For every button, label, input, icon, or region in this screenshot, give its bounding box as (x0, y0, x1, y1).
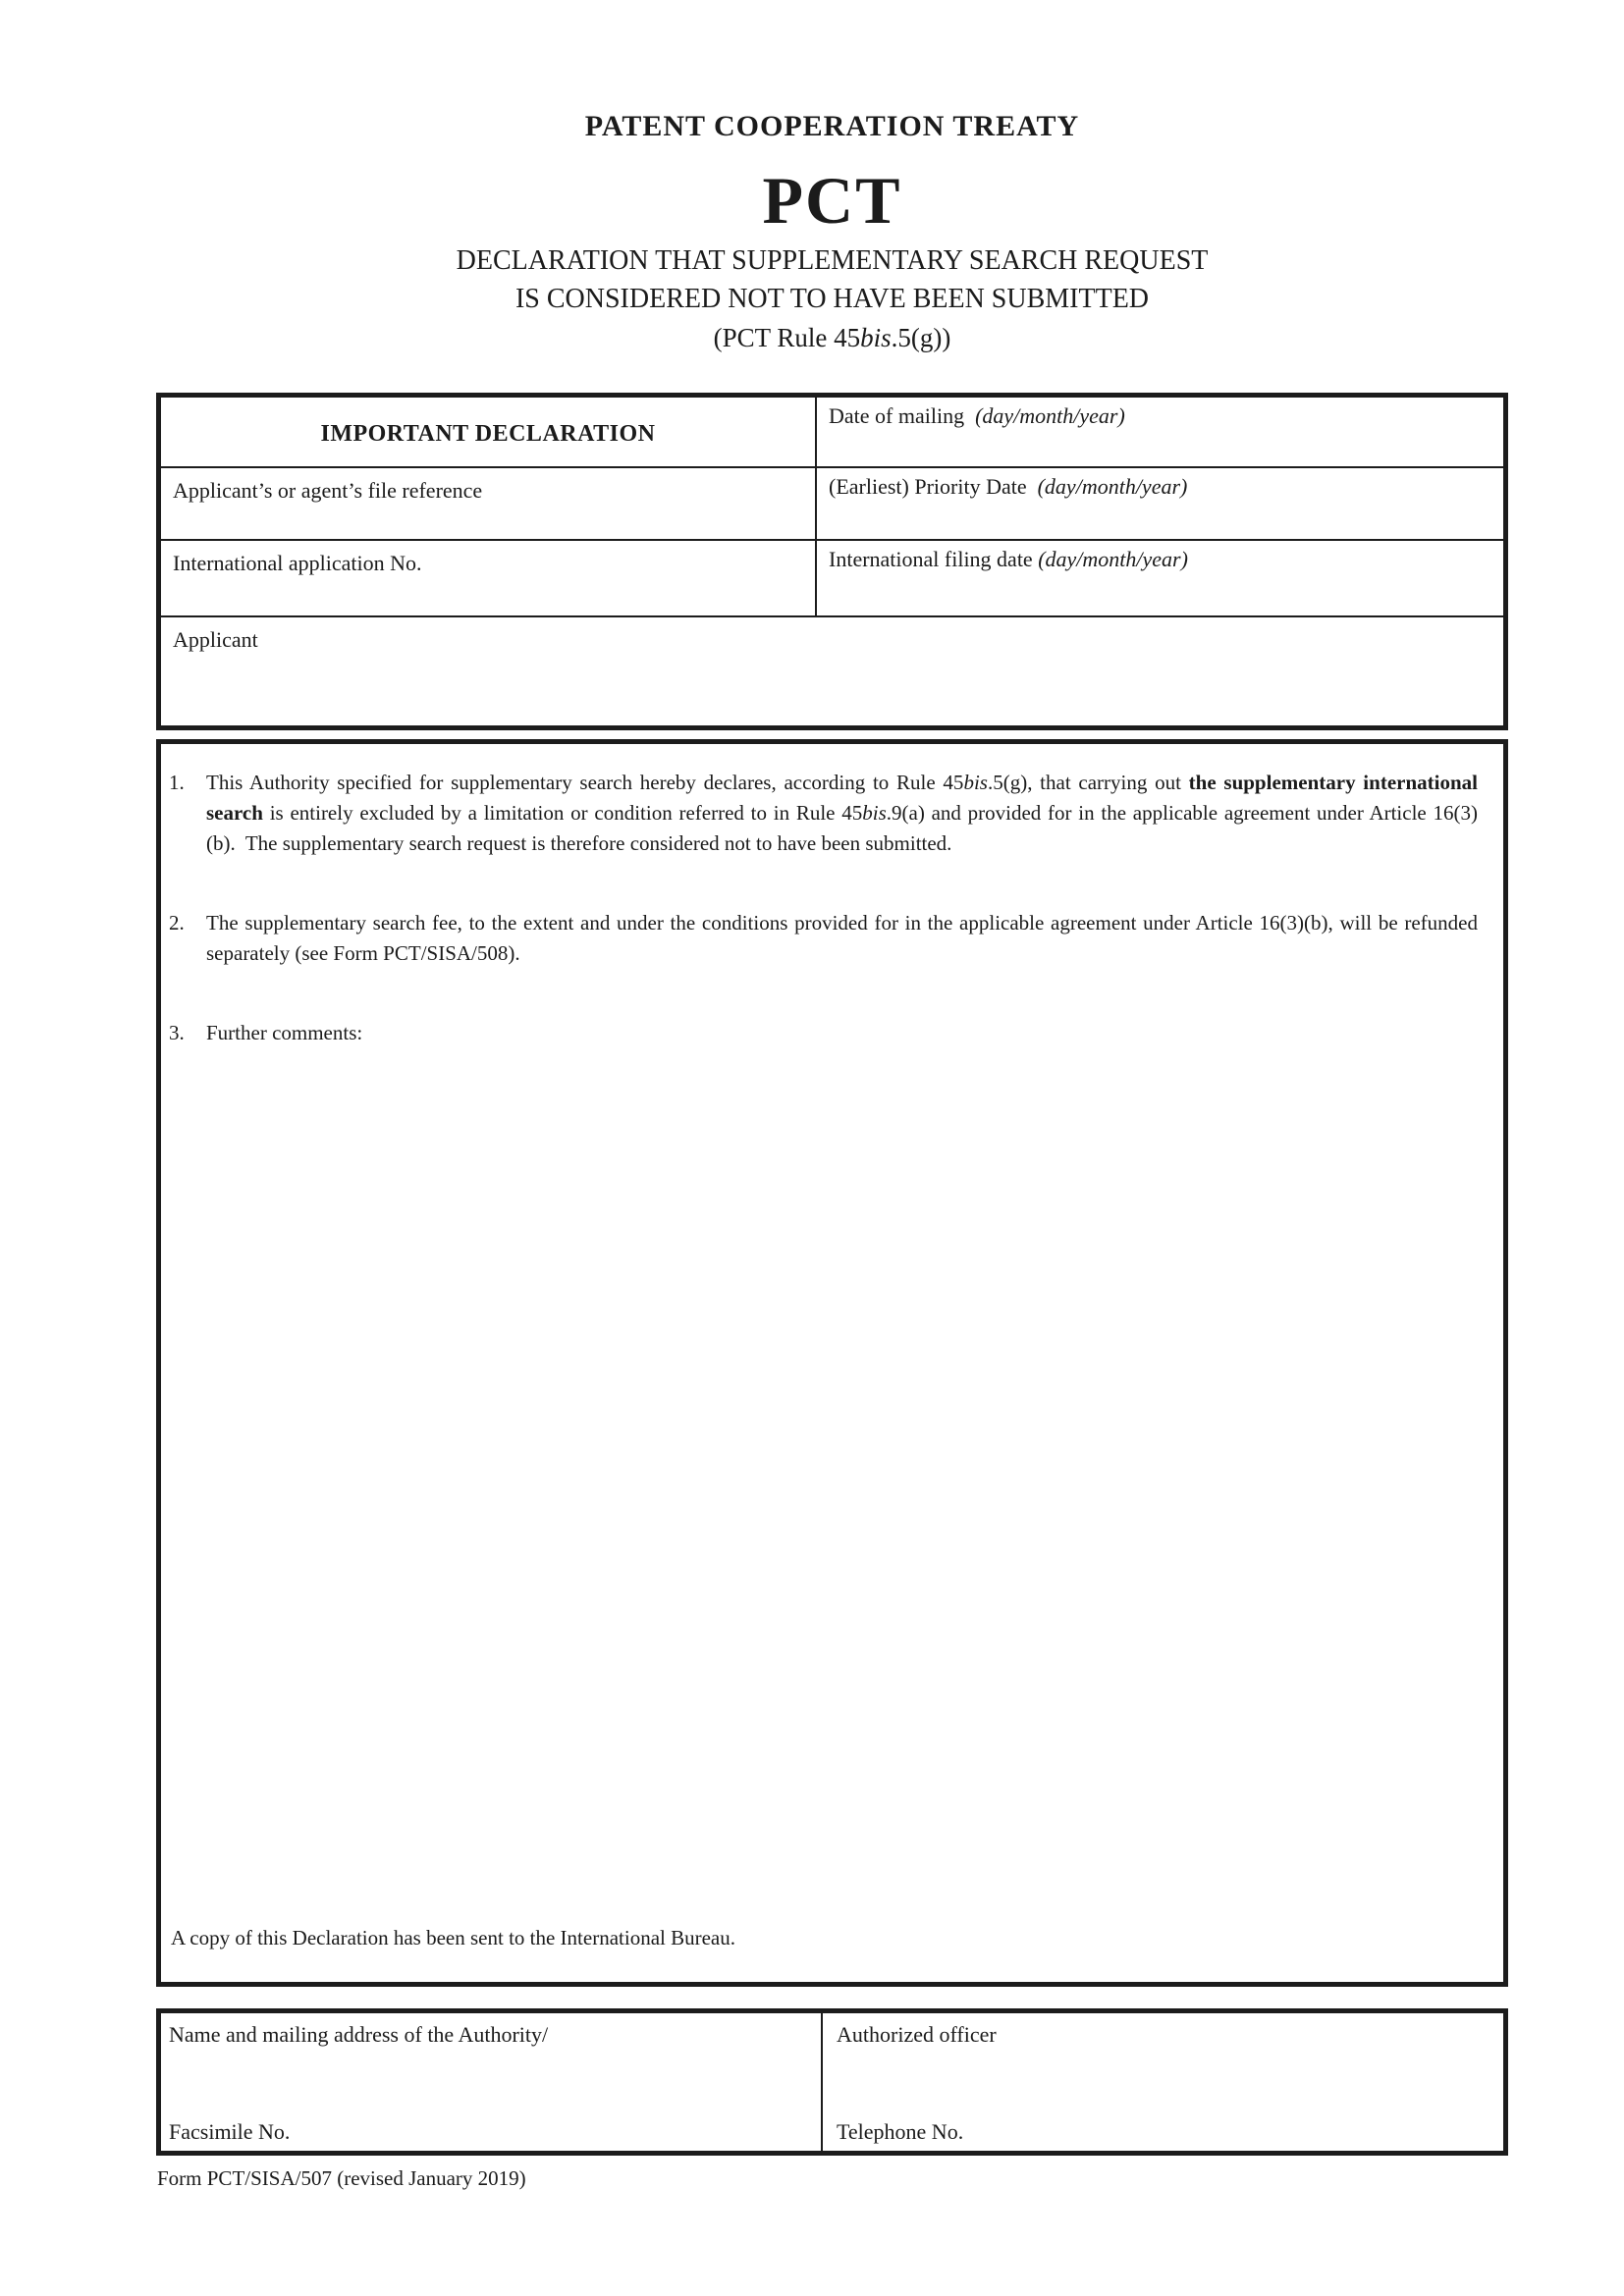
form-subtitle-line2: IS CONSIDERED NOT TO HAVE BEEN SUBMITTED (514, 284, 1150, 314)
important-declaration-cell (161, 398, 817, 468)
authorized-officer-cell (823, 2013, 1503, 2151)
facsimile-label: Facsimile No. (169, 2119, 291, 2144)
authority-address-cell (161, 2013, 823, 2151)
rule-reference: (PCT Rule 45bis.5(g)) (713, 323, 951, 352)
priority-date-label: (Earliest) Priority Date (day/month/year) (829, 474, 1188, 499)
filing-date-label: International filing date (day/month/year) (829, 547, 1188, 571)
authority-address-label: Name and mailing address of the Authority/ (169, 2022, 549, 2047)
item-number: 3. (169, 1021, 185, 1044)
date-of-mailing-cell (817, 398, 1503, 468)
authority-box (156, 2008, 1508, 2156)
file-reference-cell (161, 468, 817, 541)
item-number: 2. (169, 911, 185, 934)
telephone-label: Telephone No. (837, 2119, 964, 2144)
copy-sent-note: A copy of this Declaration has been sent to the International Bureau. (171, 1926, 735, 1949)
declaration-box (156, 739, 1508, 1987)
info-table (156, 393, 1508, 730)
important-declaration-label: IMPORTANT DECLARATION (320, 420, 656, 447)
declaration-item-1-text: This Authority specified for supplementary search hereby declares, according to Rule 45bis.5(g), that carrying out the supplementary international search is entirely excluded by a limitation or condition referred to in Rule 45bis.9(a) and provided for in the applicable agreement under Article 16(3)(b). The supplementary search request is therefore considered not to have been submitted. (206, 771, 1478, 855)
declaration-item-3-text: Further comments: (206, 1021, 363, 1044)
application-no-label: International application No. (173, 551, 422, 575)
declaration-item-1 (161, 768, 1503, 859)
filing-date-cell (817, 541, 1503, 617)
priority-date-cell (817, 468, 1503, 541)
declaration-item-3 (161, 1018, 1503, 1048)
file-reference-label: Applicant’s or agent’s file reference (173, 478, 483, 503)
applicant-label: Applicant (173, 627, 258, 652)
authorized-officer-label: Authorized officer (837, 2022, 997, 2047)
item-number: 1. (169, 771, 185, 794)
treaty-title: PATENT COOPERATION TREATY (584, 110, 1080, 142)
date-of-mailing-label: Date of mailing (day/month/year) (829, 403, 1125, 428)
declaration-item-2 (161, 908, 1503, 969)
pct-logo: PCT (762, 163, 902, 238)
applicant-cell (161, 617, 1503, 725)
application-no-cell (161, 541, 817, 617)
form-identifier: Form PCT/SISA/507 (revised January 2019) (157, 2166, 526, 2190)
form-subtitle-line1: DECLARATION THAT SUPPLEMENTARY SEARCH REQUEST (456, 245, 1209, 276)
declaration-item-2-text: The supplementary search fee, to the extent and under the conditions provided for in the applicable agreement under Article 16(3)​(b), will be refunded separately (see Form PCT/SISA/508). (206, 911, 1478, 965)
